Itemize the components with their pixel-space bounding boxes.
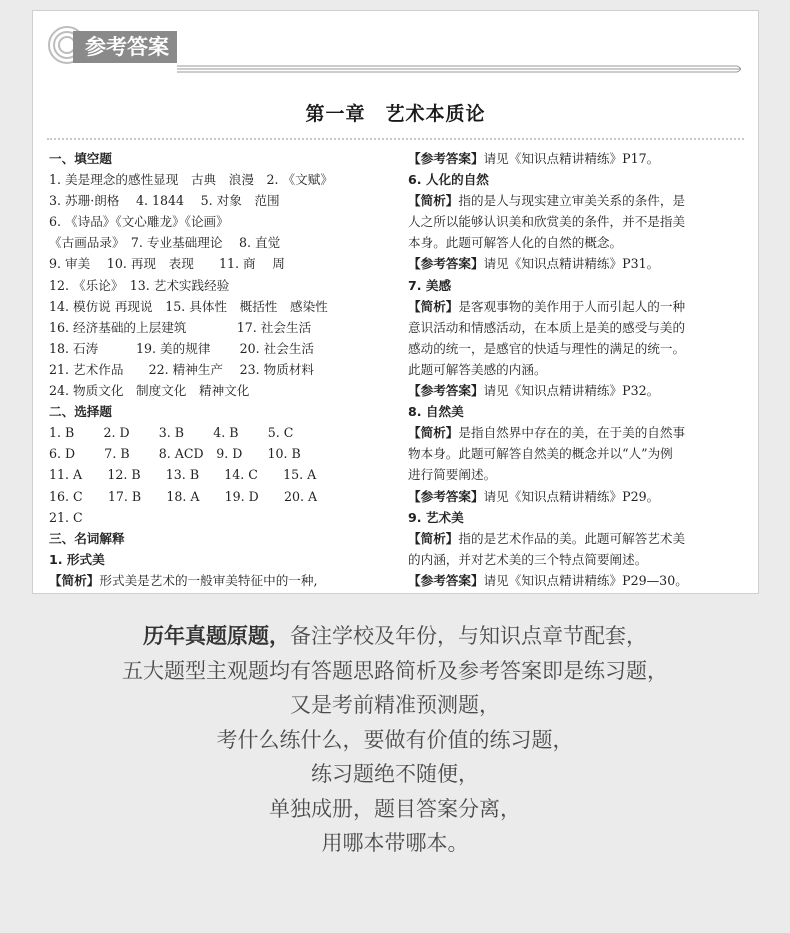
dotted-divider: [47, 138, 744, 140]
answer-line-text: 16. C 17. B 18. A 19. D 20. A: [49, 488, 318, 504]
answer-header: [47, 21, 747, 79]
answer-line: [408, 422, 753, 443]
answer-line-text: 请见《知识点精讲精练》P29。: [483, 488, 660, 504]
answer-line-text: 3. 苏珊·朗格 4. 1844 5. 对象 范围: [49, 193, 280, 209]
answer-line-text: 14. 模仿说 再现说 15. 具体性 概括性 感染性: [49, 298, 328, 314]
answer-line: [408, 296, 753, 317]
answer-page-image: [32, 10, 759, 594]
answer-line-text: 一、填空题: [49, 151, 112, 166]
answers-right-column: [408, 148, 753, 591]
answer-line: [49, 275, 399, 296]
answer-line: [49, 338, 399, 359]
answer-line-text: 意识活动和情感活动，在本质上是美的感受与美的: [408, 319, 686, 335]
answer-line-tag: 【参考答案】: [408, 572, 484, 588]
answer-line: [49, 401, 399, 422]
caption-emphasis: 历年真题原题，: [143, 624, 290, 648]
answer-line: [49, 507, 399, 528]
answer-line: [49, 464, 399, 485]
answer-line-text: 6. 人化的自然: [408, 172, 489, 188]
answer-line: [49, 232, 399, 253]
answer-line: [49, 549, 399, 570]
answer-line-text: 8. 自然美: [408, 404, 464, 420]
answer-line-text: 6. 《诗品》《文心雕龙》《论画》: [49, 214, 229, 230]
answer-line-text: 指的是艺术作品的美。此题可解答艺术美: [458, 530, 686, 546]
caption-line-3: 又是考前精准预测题，: [290, 693, 500, 717]
caption-line-1-rest: 备注学校及年份，与知识点章节配套，: [290, 624, 647, 648]
answers-left-column: [49, 148, 399, 591]
answer-line: [408, 338, 753, 359]
answer-line-text: 21. 艺术作品 22. 精神生产 23. 物质材料: [49, 361, 315, 377]
answer-line-text: 《古画品录》 7. 专业基础理论 8. 直觉: [49, 235, 281, 251]
answer-line-text: 人之所以能够认识美和欣赏美的条件，并不是指美: [408, 214, 686, 230]
answer-line-tag: 【简析】: [408, 298, 459, 314]
answer-line-text: 24. 物质文化 制度文化 精神文化: [49, 383, 250, 399]
answer-line-text: 指的是人与现实建立审美关系的条件，是: [458, 193, 686, 209]
answer-line-text: 16. 经济基础的上层建筑 17. 社会生活: [49, 319, 312, 335]
caption-line-6: 单独成册，题目答案分离，: [269, 796, 521, 821]
answer-line: [408, 401, 753, 422]
answer-line-text: 二、选择题: [49, 404, 112, 420]
answer-line-text: 请见《知识点精讲精练》P31。: [483, 256, 660, 272]
answer-line: [49, 190, 399, 211]
answer-line: [49, 570, 399, 591]
answer-line-text: 本身。此题可解答人化的自然的概念。: [408, 235, 623, 251]
answer-line-text: 9. 审美 10. 再现 表现 11. 商 周: [49, 256, 285, 272]
answer-line-tag: 【参考答案】: [408, 256, 484, 272]
answer-line: [408, 486, 753, 507]
answer-line: [408, 464, 753, 485]
answer-line-text: 7. 美感: [408, 277, 452, 293]
chapter-title: 第一章 艺术本质论: [305, 103, 486, 125]
answer-line-text: 的内涵，并对艺术美的三个特点简要阐述。: [408, 551, 648, 567]
answer-line-text: 21. C: [49, 509, 83, 525]
answer-line-text: 进行简要阐述。: [408, 467, 497, 483]
answer-line: [408, 190, 753, 211]
caption-line-4: 考什么练什么，要做有价值的练习题，: [216, 727, 574, 752]
caption-line-7: 用哪本带哪本。: [321, 831, 469, 855]
answer-line-text: 18. 石涛 19. 美的规律 20. 社会生活: [49, 340, 315, 356]
answer-line-text: 三、名词解释: [49, 530, 125, 546]
promo-caption: [0, 619, 790, 861]
answer-line: [49, 148, 399, 169]
answer-line-tag: 【简析】: [408, 425, 459, 441]
answer-line-text: 请见《知识点精讲精练》P29—30。: [483, 572, 688, 588]
answer-line: [49, 443, 399, 464]
answer-line-text: 12. 《乐论》 13. 艺术实践经验: [49, 277, 230, 293]
answer-line-text: 9. 艺术美: [408, 509, 464, 525]
answer-line-text: 请见《知识点精讲精练》P17。: [483, 151, 660, 166]
answer-line: [408, 528, 753, 549]
answer-line: [49, 486, 399, 507]
answer-line-text: 感动的统一，是感官的快适与理性的满足的统一。: [408, 340, 686, 356]
caption-line-2: 五大题型主观题均有答题思路简析及参考答案即是练习题，: [122, 658, 668, 683]
answer-line: [408, 443, 753, 464]
header-rule: [177, 64, 745, 74]
answer-line: [408, 211, 753, 232]
answer-header-tag: 参考答案: [73, 31, 177, 63]
answer-line-tag: 【简析】: [408, 530, 459, 546]
answer-line: [408, 232, 753, 253]
caption-line-1: [0, 619, 790, 654]
answer-line-text: 形式美是艺术的一般审美特征中的一种,: [99, 572, 318, 588]
answer-line-text: 11. A 12. B 13. B 14. C 15. A: [49, 467, 317, 483]
answer-line: [408, 275, 753, 296]
answer-line-tag: 【简析】: [49, 572, 100, 588]
answer-line: [408, 507, 753, 528]
answer-line-text: 此题可解答美感的内涵。: [408, 361, 547, 377]
answer-line: [49, 169, 399, 190]
answer-line: [408, 359, 753, 380]
answer-line-text: 是客观事物的美作用于人而引起人的一种: [458, 298, 686, 314]
answer-line: [49, 422, 399, 443]
answer-line: [408, 549, 753, 570]
answer-line: [49, 359, 399, 380]
answer-line-text: 1. B 2. D 3. B 4. B 5. C: [49, 425, 294, 441]
answer-line: [49, 296, 399, 317]
answer-line-tag: 【参考答案】: [408, 488, 484, 504]
answer-line-tag: 【简析】: [408, 193, 459, 209]
answer-line: [49, 253, 399, 274]
answer-line-text: 1. 形式美: [49, 551, 105, 567]
answer-line: [408, 253, 753, 274]
answer-line-tag: 【参考答案】: [408, 151, 484, 166]
answer-line-tag: 【参考答案】: [408, 383, 484, 399]
answer-line: [408, 380, 753, 401]
answer-line-text: 请见《知识点精讲精练》P32。: [483, 383, 660, 399]
answer-line-text: 是指自然界中存在的美，在于美的自然事: [458, 425, 686, 441]
answer-line: [408, 570, 753, 591]
caption-line-5: 练习题绝不随便，: [311, 762, 479, 786]
answer-line: [49, 380, 399, 401]
answer-line: [408, 169, 753, 190]
answer-line: [49, 211, 399, 232]
answer-line: [49, 528, 399, 549]
answer-line-text: 物本身。此题可解答自然美的概念并以“人”为例: [408, 446, 673, 462]
answer-line: [408, 317, 753, 338]
answer-line-text: 1. 美是理念的感性显现 古典 浪漫 2. 《文赋》: [49, 172, 333, 188]
answer-line-text: 6. D 7. B 8. ACD 9. D 10. B: [49, 446, 301, 462]
answer-line: [49, 317, 399, 338]
answer-line: [408, 148, 753, 169]
